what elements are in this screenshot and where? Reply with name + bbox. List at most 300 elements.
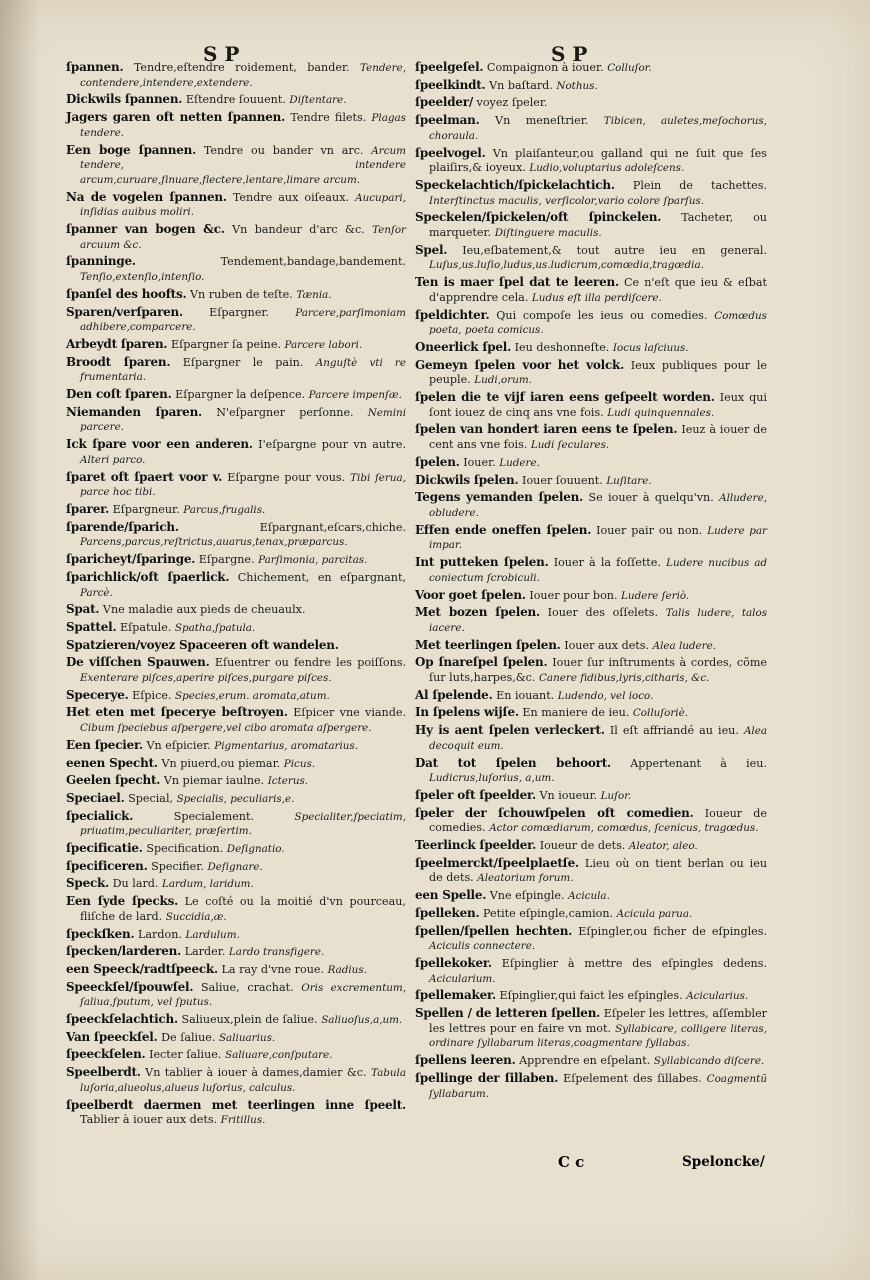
dictionary-entry	[66, 809, 406, 839]
french-gloss: Eſpatule.	[119, 620, 172, 634]
dictionary-entry	[66, 620, 406, 636]
dictionary-entry	[415, 340, 767, 356]
headword: Teerlinck ſpeelder.	[415, 838, 537, 853]
dictionary-entry	[415, 1071, 767, 1101]
french-gloss: Vn meneſtrier.	[495, 114, 589, 128]
headword: ſpelen van hondert iaren eens te ſpelen.	[415, 422, 678, 437]
french-gloss: Salіueux,plein de ſaliue.	[181, 1013, 318, 1027]
latin-gloss: Acicula parua.	[616, 907, 693, 920]
french-gloss: Vne eſpingle.	[489, 889, 565, 903]
latin-gloss: Alea decoquit eum.	[429, 725, 768, 752]
french-gloss: De ſaliue.	[161, 1030, 216, 1044]
dictionary-entry	[415, 275, 767, 305]
headword: Dickwils ſpelen.	[415, 472, 519, 487]
headword: ſparer.	[66, 501, 110, 516]
dictionary-entry	[66, 1030, 406, 1046]
headword: ſpecificatie.	[66, 841, 143, 856]
dictionary-entry	[415, 146, 767, 176]
headword: Speckelachtich/ſpickelachtich.	[415, 177, 615, 192]
latin-gloss: Ludi,orum.	[474, 374, 532, 387]
dictionary-entry	[66, 1047, 406, 1063]
dictionary-entry	[66, 962, 406, 978]
right-column	[415, 60, 767, 1103]
french-gloss: Qui compoſe les ieus ou comedies.	[496, 308, 708, 322]
headword: een Speeck/radtſpeeck.	[66, 961, 218, 976]
headword: Voor goet ſpelen.	[415, 587, 526, 602]
latin-gloss: Nemini parcere.	[80, 406, 407, 434]
latin-gloss: Species,erum. aromata,atum.	[175, 689, 330, 702]
latin-gloss: Luſor.	[600, 789, 632, 802]
dictionary-entry	[415, 655, 767, 685]
french-gloss: Iecter ſaliue.	[149, 1048, 222, 1062]
dictionary-entry	[66, 222, 406, 252]
headword: ſpeldichter.	[415, 307, 490, 322]
headword: ſpeler der ſchouwſpelen oft comedien.	[415, 805, 694, 820]
headword: Speckelen/ſpickelen/oft ſpinckelen.	[415, 210, 662, 225]
french-gloss: Iouer pour bon.	[529, 588, 618, 602]
latin-gloss: Alludere, obludere.	[429, 492, 767, 519]
headword: ſpeeckſelen.	[66, 1047, 146, 1062]
french-gloss: Tacheter, ou marqueter.	[429, 211, 767, 240]
french-gloss: Lardon.	[138, 927, 182, 941]
dictionary-entry	[66, 1012, 406, 1028]
french-gloss: Vn plaiſanteur,ou galland qui ne ſuit que ſes plaiſirs,& ioyeux.	[429, 146, 767, 175]
french-gloss: Vn ioueur.	[539, 788, 598, 802]
headword: Gemeyn ſpelen voor het volck.	[415, 357, 625, 372]
headword: Int putteken ſpelen.	[415, 555, 549, 570]
headword: ſpellekoker.	[415, 955, 492, 970]
french-gloss: Iouer aux dets.	[564, 638, 650, 652]
french-gloss: Plein de tachettes.	[632, 178, 767, 192]
headword: Sparen/verſparen.	[66, 304, 183, 319]
dictionary-entry	[415, 78, 767, 94]
french-gloss: Saliue, crachat.	[200, 980, 294, 994]
dictionary-entry	[415, 358, 767, 388]
latin-gloss: Fritillus.	[220, 1114, 266, 1127]
french-gloss: Eſpargnant,eſcars,chiche.	[259, 520, 406, 534]
latin-gloss: Luſitare.	[606, 474, 652, 487]
latin-gloss: Oris excrementum, ſaliua,ſputum, vel ſputus.	[80, 981, 406, 1009]
latin-gloss: Ludi quinquennales.	[607, 406, 715, 419]
headword: ſparicheyt/ſparinge.	[66, 552, 196, 567]
latin-gloss: Ludio,voluptarius adoleſcens.	[529, 162, 685, 175]
french-gloss: Ieu,eſbatement,& tout autre ieu en general.	[462, 243, 767, 257]
dictionary-entry	[66, 437, 406, 467]
dictionary-entry	[66, 355, 406, 385]
headword: Spat.	[66, 602, 100, 617]
dictionary-entry	[66, 337, 406, 353]
headword: Spel.	[415, 242, 448, 257]
headword: Tegens yemanden ſpelen.	[415, 490, 584, 505]
latin-gloss: Lardum, laridum.	[162, 878, 254, 891]
dictionary-entry	[415, 723, 767, 753]
french-gloss: Tendre aux oiſeaux.	[232, 190, 350, 204]
dictionary-entry	[415, 1053, 767, 1069]
french-gloss: Se iouer à quelqu'vn.	[588, 491, 714, 505]
headword: Na de vogelen ſpannen.	[66, 189, 227, 204]
headword: ſpanninge.	[66, 254, 136, 269]
french-gloss: Iouer à la foſſette.	[553, 556, 661, 570]
dictionary-entry	[66, 773, 406, 789]
dictionary-entry	[66, 190, 406, 220]
french-gloss: Chichement, en eſpargnant,	[237, 570, 406, 584]
headword: ſpeelmerckt/ſpeelplaetſe.	[415, 855, 579, 870]
french-gloss: Vn piemar iaulne.	[163, 774, 265, 788]
headword: ſpelen.	[415, 454, 460, 469]
dictionary-entry	[415, 788, 767, 804]
dictionary-entry	[415, 1006, 767, 1051]
dictionary-entry	[66, 520, 406, 550]
left-column	[66, 60, 406, 1130]
headword: ſpellemaker.	[415, 988, 496, 1003]
dictionary-entry	[66, 470, 406, 500]
french-gloss: Eſpelement des ſillabes.	[563, 1071, 702, 1085]
dictionary-entry	[415, 588, 767, 604]
french-gloss: La ray d'vne roue.	[221, 962, 325, 976]
dictionary-entry	[66, 602, 406, 618]
latin-gloss: Acicula.	[568, 890, 610, 903]
french-gloss: Eſpargneur.	[112, 502, 180, 516]
headword: In ſpelens wijſe.	[415, 705, 519, 720]
dictionary-entry	[66, 1098, 406, 1128]
french-gloss: Specialement.	[173, 809, 254, 823]
latin-gloss: Ludere nucibus ad coniectum ſcrobiculi.	[429, 557, 767, 584]
latin-gloss: Acicularium.	[429, 972, 496, 985]
headword: ſpeelder/	[415, 95, 473, 110]
french-gloss: Eſpargne pour vous.	[227, 470, 346, 484]
latin-gloss: Acicularius.	[686, 990, 749, 1003]
latin-gloss: Canere fidibus,lyris,citharis, &c.	[539, 672, 710, 685]
french-gloss: Eſuentrer ou fendre les poiſſons.	[214, 656, 407, 670]
latin-gloss: Anguſtè vti re frumentaria.	[80, 356, 406, 384]
headword: ſpecificeren.	[66, 858, 148, 873]
headword: ſpelleken.	[415, 905, 480, 920]
dictionary-entry	[66, 143, 406, 188]
latin-gloss: Parcere labori.	[284, 338, 363, 351]
dictionary-entry	[415, 906, 767, 922]
catchword: Speloncke/	[682, 1154, 765, 1170]
headword: ſpeelkindt.	[415, 77, 486, 92]
latin-gloss: Lardulum.	[185, 928, 240, 941]
french-gloss: N'eſpargner perſonne.	[216, 405, 354, 419]
dictionary-entry	[66, 287, 406, 303]
headword: Spatzieren/voyez Spaceeren oft wandelen.	[66, 637, 339, 652]
latin-gloss: Colluſor.	[607, 62, 652, 74]
dictionary-entry	[66, 927, 406, 943]
dictionary-entry	[415, 806, 767, 836]
headword: Een ſpecier.	[66, 737, 143, 752]
dictionary-entry	[66, 405, 406, 435]
latin-gloss: Aleatorium forum.	[477, 872, 574, 885]
latin-gloss: Ludus eſt illa perdiſcere.	[531, 291, 662, 304]
latin-gloss: Ludendo, vel ioco.	[557, 689, 654, 702]
headword: eenen Specht.	[66, 755, 158, 770]
latin-gloss: Iocus laſciuus.	[612, 341, 689, 354]
french-gloss: Tendre filets.	[290, 111, 367, 125]
french-gloss: Le coſté ou la moitié d'vn pourceau, fliſche de lard.	[80, 895, 406, 923]
french-gloss: Eſpargner ſa peine.	[170, 337, 281, 351]
headword: ſpannen.	[66, 60, 124, 74]
latin-gloss: Comœdus poeta, poeta comicus.	[429, 309, 767, 337]
headword: Speciael.	[66, 790, 125, 805]
french-gloss: Lieu où on tient berlan ou ieu de dets.	[429, 856, 768, 885]
headword: ſpellen/ſpellen hechten.	[415, 923, 573, 938]
dictionary-entry	[415, 605, 767, 635]
french-gloss: Eſpargne.	[198, 553, 255, 567]
dictionary-entry	[415, 988, 767, 1004]
french-gloss: Ieu deshonneſte.	[514, 340, 610, 354]
latin-gloss: Parcè.	[80, 586, 113, 599]
headword: Van ſpeeckſel.	[66, 1029, 158, 1044]
dictionary-entry	[415, 838, 767, 854]
dictionary-entry	[66, 705, 406, 735]
french-gloss: Ieux qui ſont iouez de cinq ans vne fois.	[429, 391, 767, 419]
french-gloss: Vne maladie aux pieds de cheuaulx.	[102, 603, 306, 617]
latin-gloss: Diſtentare.	[289, 94, 347, 107]
dictionary-entry	[415, 473, 767, 489]
dictionary-entry	[66, 60, 406, 90]
french-gloss: Iouer pair ou non.	[596, 523, 703, 537]
french-gloss: Eſtendre ſouuent.	[185, 93, 286, 107]
french-gloss: Vn bandeur d'arc &c.	[232, 223, 365, 237]
headword: ſpanſel des hoofts.	[66, 286, 187, 301]
latin-gloss: Syllabicando diſcere.	[653, 1055, 765, 1068]
dictionary-entry	[66, 688, 406, 704]
headword: Het eten met ſpecerye beſtroyen.	[66, 705, 288, 720]
headword: ſpeelman.	[415, 113, 480, 128]
dictionary-entry	[66, 110, 406, 140]
dictionary-entry	[415, 555, 767, 585]
latin-gloss: Specialiter,ſpeciatim, priuatim,peculiariter, præſertim.	[80, 810, 406, 838]
latin-gloss: Saliuare,conſputare.	[224, 1049, 333, 1062]
french-gloss: voyez ſpeler.	[476, 96, 548, 110]
french-gloss: Specification.	[146, 842, 224, 856]
dictionary-entry	[415, 956, 767, 986]
headword: Speceryе.	[66, 687, 129, 702]
latin-gloss: Tibicen, auletes,meſochorus, choraula.	[429, 115, 767, 142]
french-gloss: Vn piuerd,ou piemar.	[161, 756, 281, 770]
french-gloss: En maniere de ieu.	[522, 706, 630, 720]
latin-gloss: Diſtinguere maculis.	[494, 227, 602, 240]
latin-gloss: Alteri parco.	[80, 453, 146, 466]
headword: ſpeeckſelachtich.	[66, 1012, 178, 1027]
dictionary-entry	[415, 705, 767, 721]
latin-gloss: Ludere par impar.	[429, 524, 767, 552]
french-gloss: I'eſpargne pour vn autre.	[258, 438, 406, 452]
french-gloss: Tendre,eſtendre roidement, bander.	[133, 61, 350, 74]
latin-gloss: Alea ludere.	[652, 639, 717, 652]
headword: ſpeler oft ſpeelder.	[415, 787, 536, 802]
dictionary-entry	[66, 738, 406, 754]
latin-gloss: Spatha,ſpatula.	[174, 621, 256, 634]
french-gloss: Compaignon à iouer.	[486, 61, 604, 74]
headword: Speelberdt.	[66, 1065, 141, 1080]
headword: Dat tot ſpelen behoort.	[415, 755, 611, 770]
latin-gloss: Radius.	[327, 963, 367, 976]
dictionary-entry	[66, 655, 406, 685]
french-gloss: Larder.	[184, 945, 226, 959]
latin-gloss: Ludere.	[499, 456, 540, 469]
dictionary-entry	[66, 859, 406, 875]
french-gloss: Apprendre en eſpelant.	[519, 1054, 651, 1068]
french-gloss: Il eſt affriandé au ieu.	[609, 724, 739, 738]
latin-gloss: Succidia,æ.	[165, 910, 227, 923]
french-gloss: Petite eſpingle,camion.	[483, 906, 614, 920]
french-gloss: Tendement,bandage,bandement.	[220, 255, 406, 269]
french-gloss: Iouer des oſſelets.	[547, 606, 659, 620]
headword: Geelen ſpecht.	[66, 773, 161, 788]
dictionary-entry	[66, 894, 406, 924]
latin-gloss: Parcus,frugalis.	[183, 503, 266, 516]
french-gloss: Ioueur de comedies.	[429, 806, 767, 835]
headword: ſpeckſken.	[66, 926, 135, 941]
latin-gloss: Aleator, aleo.	[628, 840, 698, 853]
headword: Speeckſel/ſpouwſel.	[66, 979, 194, 994]
french-gloss: Eſpargner.	[209, 305, 270, 319]
dictionary-entry	[415, 422, 767, 452]
french-gloss: Vn ruben de teſte.	[190, 287, 293, 301]
french-gloss: Eſpice.	[132, 688, 172, 702]
latin-gloss: Nothus.	[556, 79, 598, 92]
french-gloss: Iouer ſur inſtruments à cordes, cõme ſur luts,harpes,&c.	[429, 656, 767, 685]
dictionary-entry	[415, 390, 767, 420]
dictionary-entry	[66, 980, 406, 1010]
headword: ſparende/ſparich.	[66, 519, 179, 534]
headword: Hy is aent ſpelen verleckert.	[415, 723, 605, 738]
french-gloss: Iouer.	[463, 455, 496, 469]
latin-gloss: Ludi ſeculares.	[530, 439, 610, 452]
headword: Met teerlingen ſpelen.	[415, 637, 561, 652]
latin-gloss: Aucupari, inſidias auibus moliri.	[80, 191, 407, 219]
latin-gloss: Tendere, contendere,intendere,extendere.	[80, 62, 406, 89]
french-gloss: Eſpicer vne viande.	[293, 706, 406, 720]
latin-gloss: Saliuarius.	[218, 1031, 276, 1044]
dictionary-entry	[66, 502, 406, 518]
french-gloss: Eſpeler les lettres, aſſembler les lettres pour en faire vn mot.	[429, 1007, 768, 1035]
dictionary-entry	[415, 455, 767, 471]
latin-gloss: Actor comœdiarum, comœdus, ſcenicus, tragœdus.	[489, 822, 759, 835]
headword: Broodt ſparen.	[66, 354, 171, 369]
dictionary-entry	[415, 888, 767, 904]
headword: ſpanner van bogen &c.	[66, 222, 225, 237]
dictionary-entry	[66, 254, 406, 284]
french-gloss: Eſpinglier,qui faict les eſpingles.	[499, 989, 683, 1003]
headword: Arbeydt ſparen.	[66, 336, 168, 351]
dictionary-entry	[415, 688, 767, 704]
latin-gloss: Luſus,us.luſio,ludus,us.ludicrum,comœdia,tragœdia.	[429, 259, 704, 272]
dictionary-entry	[415, 178, 767, 208]
latin-gloss: Syllabicare, colligere literas, ordinare ſyllabarum literas,coagmentare ſyllabas.	[429, 1022, 767, 1050]
dictionary-entry	[415, 856, 767, 886]
headword: Speck.	[66, 876, 110, 891]
headword: Spellen / de letteren ſpellen.	[415, 1006, 601, 1021]
latin-gloss: Parſimonia, parcitas.	[258, 554, 368, 567]
latin-gloss: Tabula luſoria,alueolus,alueus luſorius, calculus.	[80, 1067, 406, 1094]
latin-gloss: Icterus.	[267, 775, 309, 788]
french-gloss: Eſpargner la deſpence.	[175, 388, 306, 402]
french-gloss: Specifier.	[151, 859, 204, 873]
headword: Jagers garen oft netten ſpannen.	[66, 110, 286, 125]
headword: ſpecialick.	[66, 808, 134, 823]
dictionary-entry	[66, 791, 406, 807]
headword: Oneerlick ſpel.	[415, 339, 512, 354]
dictionary-entry	[415, 308, 767, 338]
binding-gutter-shadow	[0, 0, 40, 1280]
latin-gloss: Parcens,parcus,reſtrictus,auarus,tenax,præparcus.	[80, 536, 348, 549]
latin-gloss: Parcere impenſæ.	[308, 389, 402, 402]
dictionary-entry	[66, 1065, 406, 1095]
headword: Op ſnareſpel ſpelen.	[415, 655, 548, 670]
french-gloss: Du lard.	[112, 877, 159, 891]
headword: ſpelen die te vijf iaren eens geſpeelt worden.	[415, 390, 715, 405]
headword: Den coſt ſparen.	[66, 387, 172, 402]
running-header-right: S P	[551, 42, 588, 66]
headword: ſpecken/larderen.	[66, 944, 182, 959]
headword: ſpellens leeren.	[415, 1053, 516, 1068]
headword: ſparichlick/oft ſpaerlick.	[66, 569, 230, 584]
dictionary-entry	[66, 552, 406, 568]
french-gloss: Eſpingler,ou ficher de eſpingles.	[578, 924, 767, 938]
latin-gloss: Colluſoriè.	[632, 707, 689, 720]
french-gloss: Ieuz à iouer de cent ans vne fois.	[429, 423, 767, 452]
latin-gloss: Lardo transfigere.	[228, 946, 325, 959]
latin-gloss: Aciculis connectere.	[429, 940, 536, 953]
french-gloss: Ioueur de dets.	[539, 839, 626, 853]
dictionary-entry	[66, 92, 406, 108]
dictionary-entry	[415, 60, 767, 76]
dictionary-entry	[415, 638, 767, 654]
french-gloss: Appertenant à ieu.	[630, 756, 767, 770]
headword: Al ſpelende.	[415, 687, 493, 702]
headword: ſpeelberdt daermen met teerlingen inne ſpeelt.	[66, 1097, 406, 1112]
headword: Spattel.	[66, 619, 117, 634]
latin-gloss: Exenterare piſces,aperire piſces,purgare piſces.	[80, 672, 332, 685]
headword: Niemanden ſparen.	[66, 404, 203, 419]
dictionary-entry	[66, 944, 406, 960]
latin-gloss: Deſignare.	[207, 860, 263, 873]
headword: Dickwils ſpannen.	[66, 92, 183, 107]
headword: Een ſyde ſpecks.	[66, 894, 179, 909]
latin-gloss: Picus.	[283, 757, 316, 770]
french-gloss: Ce n'eſt que ieu & eſbat d'apprendre cela.	[429, 276, 768, 304]
latin-gloss: Plagas tendere.	[80, 112, 406, 139]
latin-gloss: Deſignatio.	[226, 843, 285, 856]
headword: Ten is maer ſpel dat te leeren.	[415, 275, 619, 290]
latin-gloss: Cibum ſpeciebus aſpergere,vel cibo aromata aſpergere.	[80, 722, 372, 735]
dictionary-entry	[415, 113, 767, 143]
headword: een Spelle.	[415, 888, 487, 903]
latin-gloss: Specialis, peculiaris,e.	[176, 792, 295, 805]
signature-mark: C c	[558, 1153, 585, 1171]
dictionary-entry	[66, 570, 406, 600]
latin-gloss: Coagmentũ ſyllabarum.	[429, 1072, 767, 1100]
french-gloss: Iouer ſouuent.	[522, 473, 603, 487]
headword: De viſſchen Spauwen.	[66, 655, 210, 670]
dictionary-entry	[415, 756, 767, 786]
latin-gloss: Tænia.	[296, 288, 332, 301]
latin-gloss: Talis ludere, talos iacere.	[429, 607, 768, 634]
dictionary-entry	[415, 490, 767, 520]
french-gloss: Vn baſtard.	[489, 78, 553, 92]
dictionary-entry	[66, 638, 406, 654]
dictionary-entry	[66, 876, 406, 892]
headword: ſpeelgeſel.	[415, 60, 484, 74]
french-gloss: Tendre ou bander vn arc.	[203, 143, 364, 157]
french-gloss: Tablier à iouer aux dets.	[80, 1113, 218, 1127]
latin-gloss: Saliuoſus,a,um.	[321, 1014, 403, 1027]
dictionary-entry	[66, 756, 406, 772]
dictionary-entry	[66, 387, 406, 403]
